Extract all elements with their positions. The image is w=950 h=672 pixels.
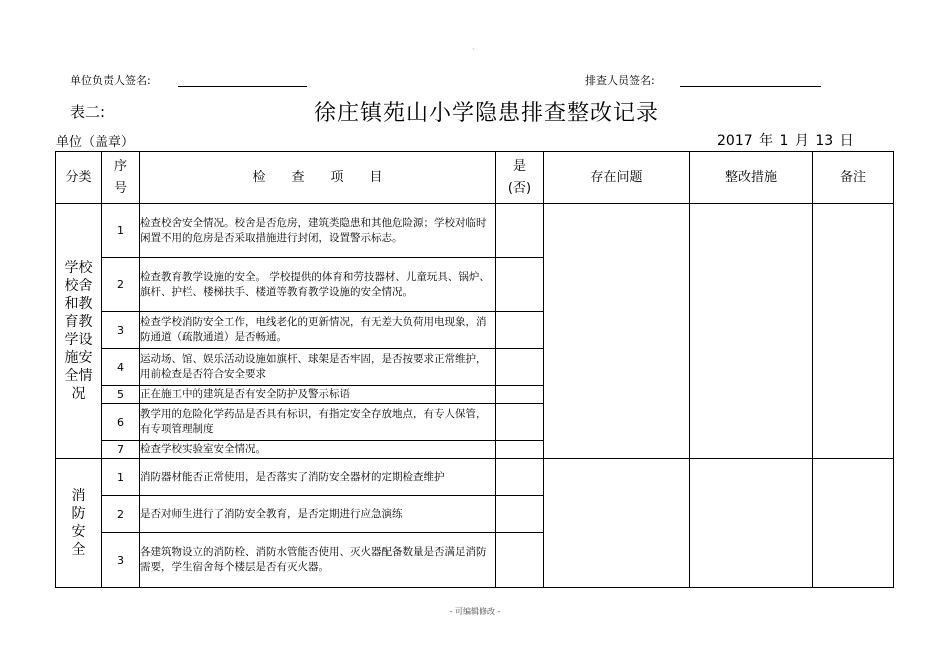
inspector-signature-line[interactable] (680, 86, 821, 87)
header-remarks: 备注 (813, 152, 894, 204)
yesno-cell[interactable] (496, 533, 544, 588)
header-row (56, 152, 894, 204)
row-number: 4 (102, 349, 140, 386)
header-yesno-line1: 是 (512, 158, 526, 174)
category-cell (56, 204, 102, 459)
check-item: 检查校舍安全情况。校舍是否危房，建筑类隐患和其他危险源；学校对临时闲置不用的危房是否采取措施进行封闭，设置警示标志。 (140, 204, 496, 258)
table-row (56, 459, 894, 496)
row-number: 3 (102, 312, 140, 349)
yesno-cell[interactable] (496, 441, 544, 459)
check-item: 是否对师生进行了消防安全教育，是否定期进行应急演练 (140, 496, 496, 533)
check-item: 运动场、馆、娱乐活动设施如旗杆、球架是否牢固，是否按要求正常维护，用前检查是否符合安全要求 (140, 349, 496, 386)
category-label: 消防安全 (71, 488, 86, 558)
table-label: 表二: (70, 103, 106, 121)
check-item: 检查学校实验室安全情况。 (140, 441, 496, 459)
header-measures: 整改措施 (690, 152, 813, 204)
row-number: 1 (102, 204, 140, 258)
header-category: 分类 (56, 152, 102, 204)
yesno-cell[interactable] (496, 312, 544, 349)
yesno-cell[interactable] (496, 349, 544, 386)
record-date: 2017 年 1 月 13 日 (717, 133, 854, 149)
header-seq (102, 152, 140, 204)
category-label: 学校校舍和教育教学设施安全情况 (64, 260, 93, 402)
row-number: 1 (102, 459, 140, 496)
row-number: 2 (102, 258, 140, 312)
inspector-signature-label: 排查人员签名: (585, 74, 655, 87)
header-yesno-line2: (否) (507, 180, 532, 196)
page-title: 徐庄镇苑山小学隐患排查整改记录 (314, 101, 660, 126)
yesno-cell[interactable] (496, 496, 544, 533)
row-number: 5 (102, 386, 140, 404)
yesno-cell[interactable] (496, 204, 544, 258)
yesno-cell[interactable] (496, 258, 544, 312)
check-item: 正在施工中的建筑是否有安全防护及警示标语 (140, 386, 496, 404)
check-item: 检查教育教学设施的安全。 学校提供的体育和劳技器材、儿童玩具、锅炉、旗杆、护栏、楼梯扶手、楼道等教育教学设施的安全情况。 (140, 258, 496, 312)
row-number: 2 (102, 496, 140, 533)
check-item: 消防器材能否正常使用，是否落实了消防安全器材的定期检查维护 (140, 459, 496, 496)
table-row (56, 204, 894, 258)
header-seq-line1: 序 (113, 158, 127, 174)
check-item: 检查学校消防安全工作，电线老化的更新情况，有无差大负荷用电现象，消防通道（疏散通道）是否畅通。 (140, 312, 496, 349)
check-item: 教学用的危险化学药品是否具有标识，有指定安全存放地点，有专人保管，有专项管理制度 (140, 404, 496, 441)
footer-note: - 可编辑修改 - (449, 607, 501, 616)
row-number: 7 (102, 441, 140, 459)
yesno-cell[interactable] (496, 386, 544, 404)
measures-cell[interactable] (690, 204, 813, 459)
yesno-cell[interactable] (496, 404, 544, 441)
header-item: 检 查 项 目 (140, 152, 496, 204)
remarks-cell[interactable] (813, 459, 894, 588)
measures-cell[interactable] (690, 459, 813, 588)
problem-cell[interactable] (544, 204, 690, 459)
inspection-table (55, 151, 894, 588)
row-number: 6 (102, 404, 140, 441)
unit-stamp-label: 单位（盖章） (56, 135, 135, 150)
remarks-cell[interactable] (813, 204, 894, 459)
top-mark: · (472, 45, 475, 54)
unit-head-signature-label: 单位负责人签名: (70, 74, 151, 87)
yesno-cell[interactable] (496, 459, 544, 496)
category-cell (56, 459, 102, 588)
header-problem: 存在问题 (544, 152, 690, 204)
check-item: 各建筑物设立的消防栓、消防水管能否使用、灭火器配备数量是否满足消防需要，学生宿舍每个楼层是否有灭火器。 (140, 533, 496, 588)
row-number: 3 (102, 533, 140, 588)
header-seq-line2: 号 (113, 180, 127, 196)
header-yesno (496, 152, 544, 204)
problem-cell[interactable] (544, 459, 690, 588)
unit-head-signature-line[interactable] (178, 86, 307, 87)
